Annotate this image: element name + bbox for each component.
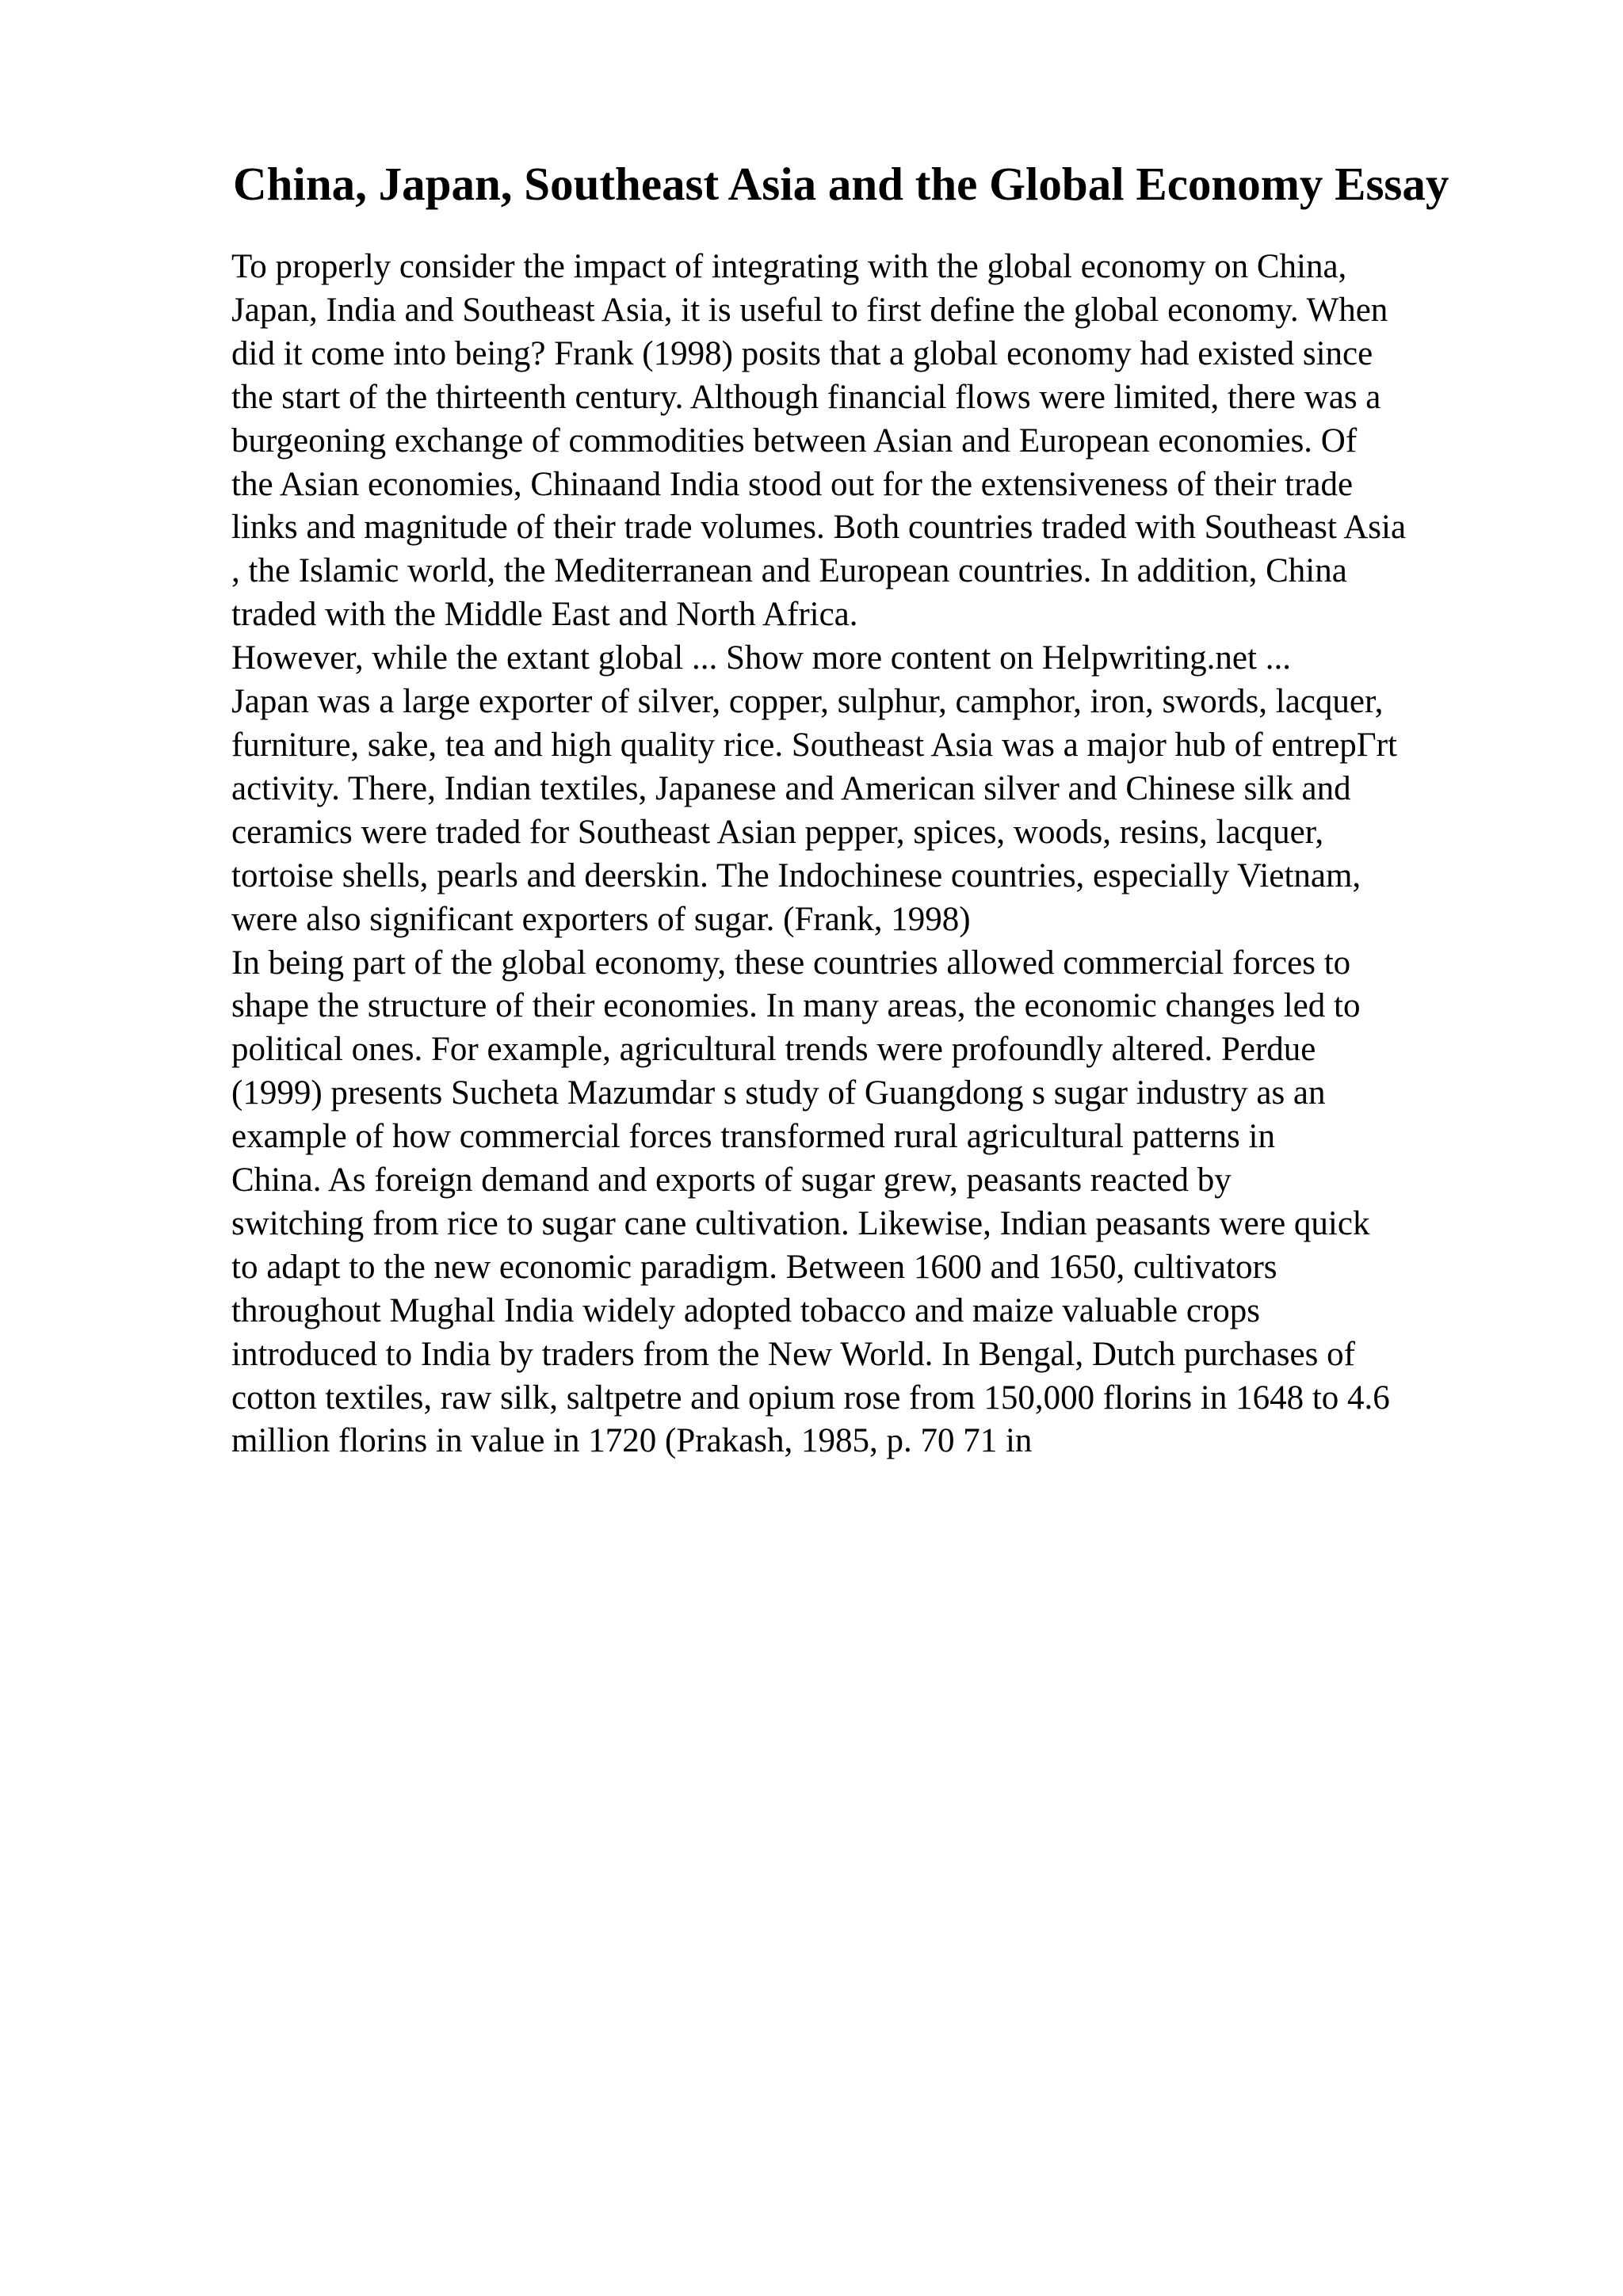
- text-line: introduced to India by traders from the New World. In Bengal, Dutch purchases of: [231, 1335, 1355, 1373]
- text-line: burgeoning exchange of commodities between Asian and European economies. Of: [231, 421, 1358, 460]
- text-line: ceramics were traded for Southeast Asian pepper, spices, woods, resins, lacquer,: [231, 813, 1324, 851]
- text-line: To properly consider the impact of integrating with the global economy on China,: [231, 248, 1347, 285]
- text-line: million florins in value in 1720 (Prakash, 1985, p. 70 71 in: [231, 1422, 1033, 1460]
- essay-body: [231, 246, 1610, 1463]
- text-line: switching from rice to sugar cane cultivation. Likewise, Indian peasants were quick: [231, 1204, 1370, 1242]
- text-line: Japan, India and Southeast Asia, it is useful to first define the global economy. When: [231, 291, 1388, 329]
- text-line: Japan was a large exporter of silver, copper, sulphur, camphor, iron, swords, lacquer,: [231, 683, 1384, 721]
- text-line: , the Islamic world, the Mediterranean and European countries. In addition, China: [231, 552, 1347, 590]
- text-line: did it come into being? Frank (1998) posits that a global economy had existed since: [231, 334, 1373, 372]
- show-more-line: However, while the extant global ... Show more content on Helpwriting.net ...: [231, 639, 1291, 677]
- text-line: tortoise shells, pearls and deerskin. The Indochinese countries, especially Vietnam,: [231, 856, 1361, 894]
- text-line: links and magnitude of their trade volumes. Both countries traded with Southeast Asia: [231, 509, 1407, 547]
- text-line: example of how commercial forces transformed rural agricultural patterns in: [231, 1118, 1275, 1156]
- text-line: the Asian economies, Chinaand India stood out for the extensiveness of their trade: [231, 465, 1354, 503]
- text-line: (1999) presents Sucheta Mazumdar s study of Guangdong s sugar industry as an: [231, 1074, 1326, 1112]
- text-line: In being part of the global economy, these countries allowed commercial forces to: [231, 944, 1351, 982]
- text-line: to adapt to the new economic paradigm. Between 1600 and 1650, cultivators: [231, 1248, 1277, 1286]
- text-line: China. As foreign demand and exports of sugar grew, peasants reacted by: [231, 1161, 1232, 1199]
- text-line: throughout Mughal India widely adopted tobacco and maize valuable crops: [231, 1291, 1260, 1329]
- text-line: cotton textiles, raw silk, saltpetre and opium rose from 150,000 florins in 1648 to 4.6: [231, 1379, 1390, 1417]
- document-title: China, Japan, Southeast Asia and the Global Economy Essay: [233, 158, 1449, 210]
- text-line: the start of the thirteenth century. Although financial flows were limited, there was a: [231, 378, 1381, 416]
- text-line: furniture, sake, tea and high quality rice. Southeast Asia was a major hub of entrepГrt: [231, 726, 1397, 764]
- text-line: activity. There, Indian textiles, Japanese and American silver and Chinese silk and: [231, 769, 1351, 807]
- text-line: traded with the Middle East and North Africa.: [231, 596, 858, 634]
- text-line: were also significant exporters of sugar. (Frank, 1998): [231, 900, 971, 938]
- text-line: shape the structure of their economies. In many areas, the economic changes led to: [231, 987, 1361, 1025]
- text-line: political ones. For example, agricultural trends were profoundly altered. Perdue: [231, 1031, 1316, 1069]
